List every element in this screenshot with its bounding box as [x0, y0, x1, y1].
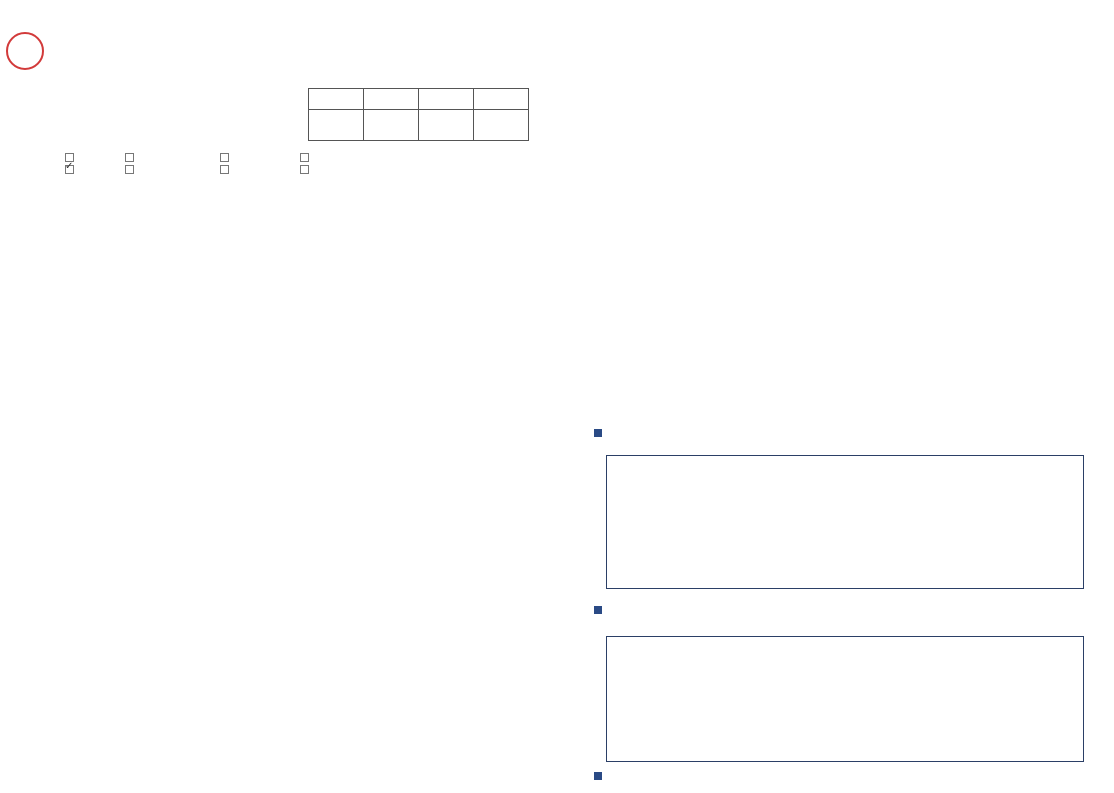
store-option[interactable]	[65, 164, 77, 174]
staff-header	[364, 89, 419, 110]
store-option[interactable]	[300, 164, 312, 174]
thanks-line	[594, 771, 608, 780]
staff-header	[474, 89, 529, 110]
staff-header	[419, 89, 474, 110]
store-option[interactable]	[220, 152, 232, 162]
square-bullet-icon	[594, 429, 602, 437]
checkbox-icon[interactable]	[125, 153, 134, 162]
comment-box-2[interactable]	[606, 636, 1084, 762]
comment-prompt-2a	[594, 605, 608, 614]
checkbox-icon[interactable]	[125, 165, 134, 174]
staff-value[interactable]	[474, 110, 529, 141]
staff-value[interactable]	[419, 110, 474, 141]
comment-box-1[interactable]	[606, 455, 1084, 589]
square-bullet-icon	[594, 606, 602, 614]
comment-prompt-1a	[594, 428, 608, 437]
seal-stamp	[6, 32, 44, 70]
store-option[interactable]	[300, 152, 312, 162]
checkbox-icon[interactable]	[300, 153, 309, 162]
store-option[interactable]	[125, 152, 137, 162]
staff-table	[308, 88, 529, 141]
checkbox-checked-icon[interactable]	[65, 165, 74, 174]
checkbox-icon[interactable]	[220, 153, 229, 162]
store-option[interactable]	[220, 164, 232, 174]
staff-value[interactable]	[364, 110, 419, 141]
square-bullet-icon	[594, 772, 602, 780]
checkbox-icon[interactable]	[300, 165, 309, 174]
staff-value[interactable]	[309, 110, 364, 141]
store-option[interactable]	[125, 164, 137, 174]
staff-header	[309, 89, 364, 110]
checkbox-icon[interactable]	[220, 165, 229, 174]
